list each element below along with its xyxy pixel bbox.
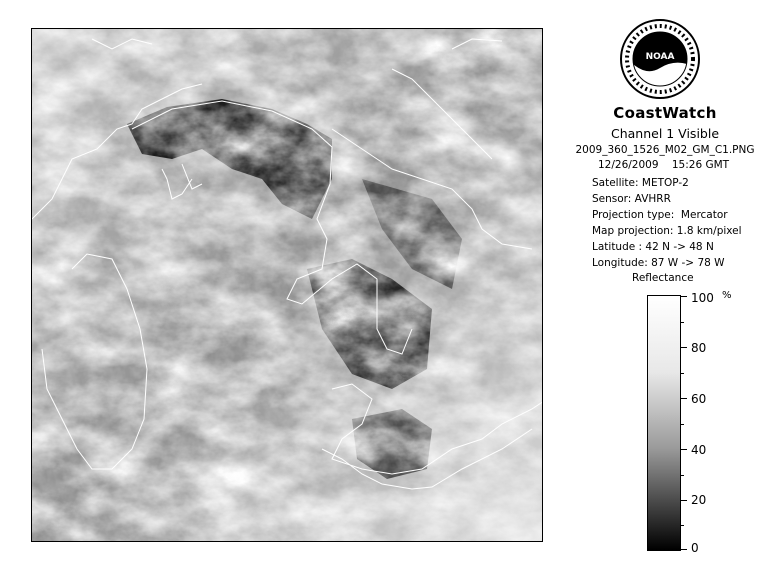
satellite-info: Satellite: METOP-2 [592, 177, 689, 189]
filename: 2009_360_1526_M02_GM_C1.PNG [575, 144, 755, 156]
tick-label-80: 80 [691, 341, 707, 355]
sensor-info: Sensor: AVHRR [592, 193, 671, 205]
minor-tick [681, 373, 684, 374]
noaa-logo [619, 18, 701, 100]
tick-mark [681, 449, 687, 450]
minor-tick [681, 525, 684, 526]
satellite-image [31, 28, 543, 542]
logo-text: NOAA [645, 52, 675, 62]
noaa-logo-icon [619, 18, 701, 100]
cloud-texture [32, 29, 543, 542]
reflectance-colorbar [647, 295, 681, 551]
longitude-info: Longitude: 87 W -> 78 W [592, 257, 725, 269]
projection-type-info: Projection type: Mercator [592, 209, 728, 221]
satellite-scene [32, 29, 543, 542]
datetime: 12/26/2009 15:26 GMT [598, 159, 730, 171]
tick-label-20: 20 [691, 493, 707, 507]
tick-mark [681, 500, 687, 501]
legend-label: Reflectance [632, 272, 694, 284]
tick-mark [681, 347, 687, 348]
tick-mark [681, 296, 687, 297]
tick-label-60: 60 [691, 392, 707, 406]
legend-unit: % [722, 290, 732, 301]
minor-tick [681, 424, 684, 425]
tick-label-40: 40 [691, 443, 707, 457]
tick-label-100: 100 [691, 291, 714, 305]
minor-tick [681, 475, 684, 476]
tick-mark [681, 549, 687, 550]
channel-label: Channel 1 Visible [610, 126, 720, 141]
minor-tick [681, 322, 684, 323]
latitude-info: Latitude : 42 N -> 48 N [592, 241, 714, 253]
map-projection-info: Map projection: 1.8 km/pixel [592, 225, 742, 237]
tick-mark [681, 398, 687, 399]
tick-label-0: 0 [691, 541, 699, 555]
app-title: CoastWatch [613, 104, 717, 122]
